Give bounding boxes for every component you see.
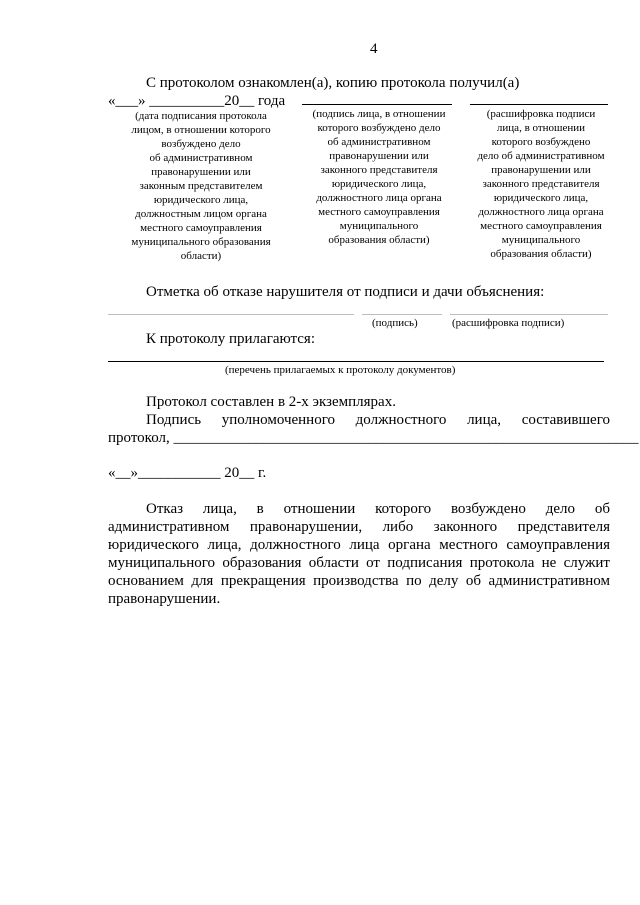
acquaint-heading: С протоколом ознакомлен(а), копию протокола получил(а) xyxy=(146,75,520,91)
official-signature-line1: Подпись уполномоченного должностного лица, составившего xyxy=(146,412,610,428)
date-line-2: «__»___________ 20__ г. xyxy=(108,465,267,481)
signature-caption-column: (подпись лица, в отношении которого возбуждено дело об административном правонарушении или законного представителя юридического лица, должностного лица органа местного самоуправления муниципального образования области) xyxy=(312,108,446,246)
copies-text: Протокол составлен в 2-х экземплярах. xyxy=(146,394,396,410)
acquaint-date-line: «___» __________20__ года xyxy=(108,93,286,109)
refusal-line-3 xyxy=(450,314,608,315)
attachments-caption: (перечень прилагаемых к протоколу документов) xyxy=(225,364,456,376)
attachments-line xyxy=(108,361,604,362)
page-number: 4 xyxy=(370,41,378,57)
decode-caption-column: (расшифровка подписи лица, в отношении которого возбуждено дело об административном правонарушении или законного представителя юридического лица, должностного лица органа местного самоуправления муниципального образования области) xyxy=(477,108,605,260)
refusal-signature-caption: (подпись) xyxy=(372,317,418,329)
refusal-decode-caption: (расшифровка подписи) xyxy=(452,317,565,329)
refusal-line-2 xyxy=(362,314,442,315)
signature-line xyxy=(302,104,452,105)
decode-line xyxy=(470,104,608,105)
notice-paragraph: Отказ лица, в отношении которого возбуждено дело об административном правонарушении, либо законного представителя юридического лица, должностного лица органа местного самоуправления муниципального образования области от подписания протокола не служит основанием для прекращения производства по делу об административном правонарушении. xyxy=(108,501,610,607)
official-signature-line2: протокол, ______________________________________________________________ xyxy=(108,430,639,446)
attachments-heading: К протоколу прилагаются: xyxy=(146,331,315,347)
refusal-line-1 xyxy=(108,314,354,315)
refusal-mark-heading: Отметка об отказе нарушителя от подписи и дачи объяснения: xyxy=(146,284,545,300)
date-caption-column: (дата подписания протокола лицом, в отношении которого возбуждено дело об административном правонарушении или законным представителем юридического лица, должностным лицом органа местного самоуправления муниципального образования области) xyxy=(131,110,271,262)
